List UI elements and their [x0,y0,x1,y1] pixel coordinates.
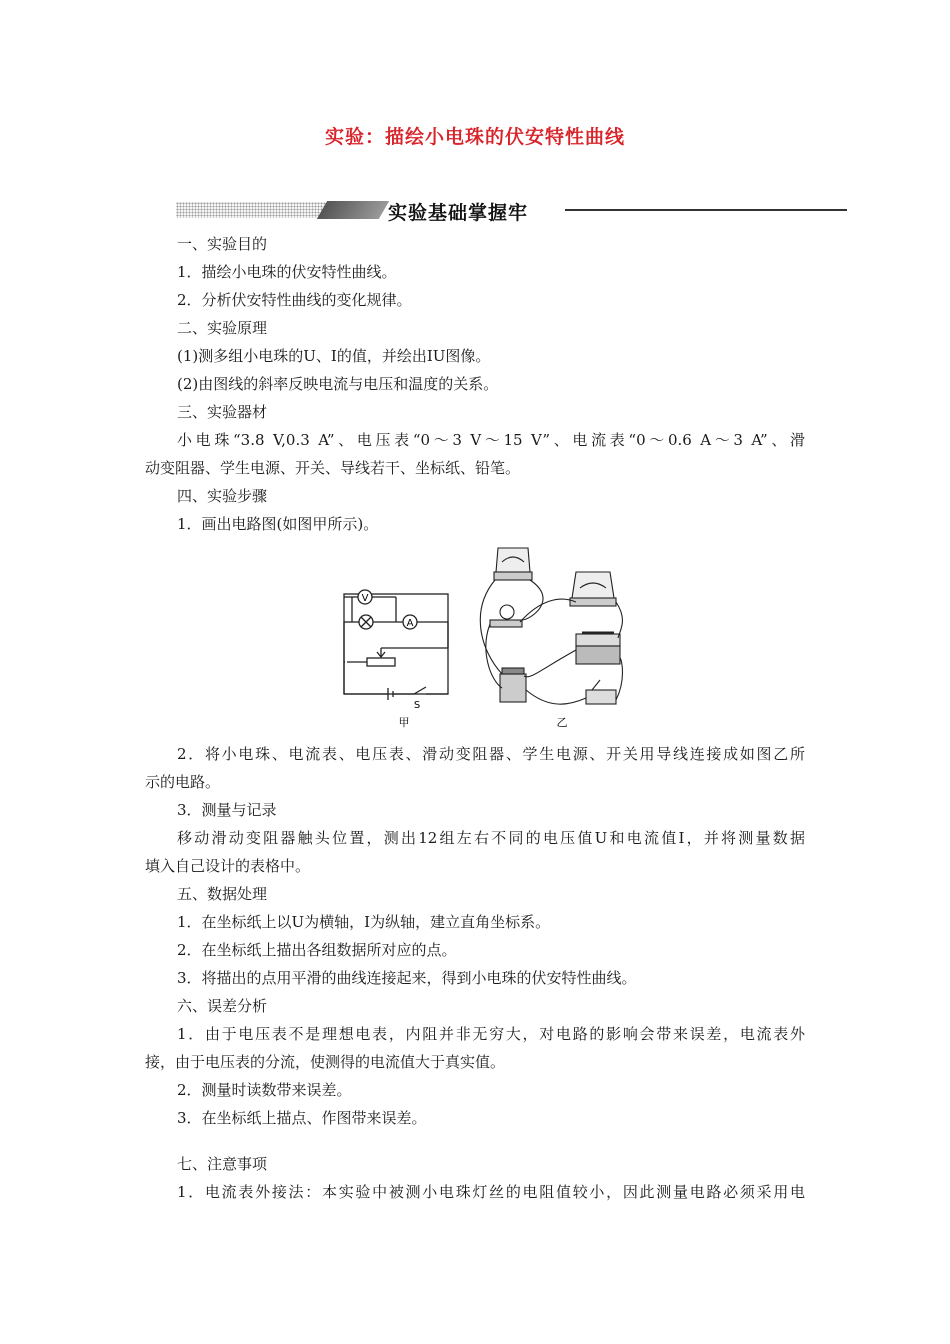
heading-principle: 二、实验原理 [177,319,268,337]
circuit-diagrams-svg [330,540,630,735]
banner-title: 实验基础掌握牢 [388,202,529,224]
text-line: 示的电路。 [145,773,221,791]
text-line: 2．将小电珠、电流表、电压表、滑动变阻器、学生电源、开关用导线连接成如图乙所 [177,745,805,763]
apparatus-diagram [480,548,622,704]
heading-equipment: 三、实验器材 [177,403,268,421]
heading-notes: 七、注意事项 [177,1155,268,1173]
text-line: 3．将描出的点用平滑的曲线连接起来，得到小电珠的伏安特性曲线。 [177,969,637,987]
text-line: 1．在坐标纸上以U为横轴，I为纵轴，建立直角坐标系。 [177,913,551,931]
section-banner [172,198,848,224]
text-line: 1．画出电路图(如图甲所示)。 [177,515,379,533]
heading-error: 六、误差分析 [177,997,268,1015]
text-line: 1．描绘小电珠的伏安特性曲线。 [177,263,397,281]
switch-label: S [413,700,421,711]
heading-steps: 四、实验步骤 [177,487,268,505]
banner-slash [317,201,389,219]
text-line: 2．在坐标纸上描出各组数据所对应的点。 [177,941,457,959]
figure-label-right: 乙 [556,716,568,729]
heading-data: 五、数据处理 [177,885,268,903]
figure-label-left: 甲 [398,716,410,729]
text-line: 移动滑动变阻器触头位置，测出12组左右不同的电压值U和电流值I，并将测量数据 [177,829,805,847]
voltmeter-label: V [361,593,369,604]
text-line: 1．电流表外接法：本实验中被测小电珠灯丝的电阻值较小，因此测量电路必须采用电 [177,1183,805,1201]
text-line: 小电珠“3.8 V,0.3 A”、电压表“0～3 V～15 V”、电流表“0～0.6 A～3 A”、滑 [177,431,805,449]
heading-measure: 3．测量与记录 [177,801,277,819]
text-line: 2．分析伏安特性曲线的变化规律。 [177,291,412,309]
text-line: 3．在坐标纸上描点、作图带来误差。 [177,1109,427,1127]
text-line: 填入自己设计的表格中。 [145,857,311,875]
text-line: (1)测多组小电珠的U、I的值，并绘出IU图像。 [177,347,491,365]
page-title: 实验：描绘小电珠的伏安特性曲线 [324,126,625,148]
heading-purpose: 一、实验目的 [177,235,268,253]
circuit-figure [330,540,630,735]
text-line: (2)由图线的斜率反映电流与电压和温度的关系。 [177,375,499,393]
text-line: 1．由于电压表不是理想电表，内阻并非无穷大，对电路的影响会带来误差，电流表外 [177,1025,805,1043]
text-line: 2．测量时读数带来误差。 [177,1081,352,1099]
text-line: 动变阻器、学生电源、开关、导线若干、坐标纸、铅笔。 [145,459,521,477]
banner-rule [565,209,847,211]
text-line: 接，由于电压表的分流，使测得的电流值大于真实值。 [145,1053,506,1071]
banner-dots [176,202,326,218]
schematic-diagram [344,590,448,700]
ammeter-label: A [406,618,414,629]
